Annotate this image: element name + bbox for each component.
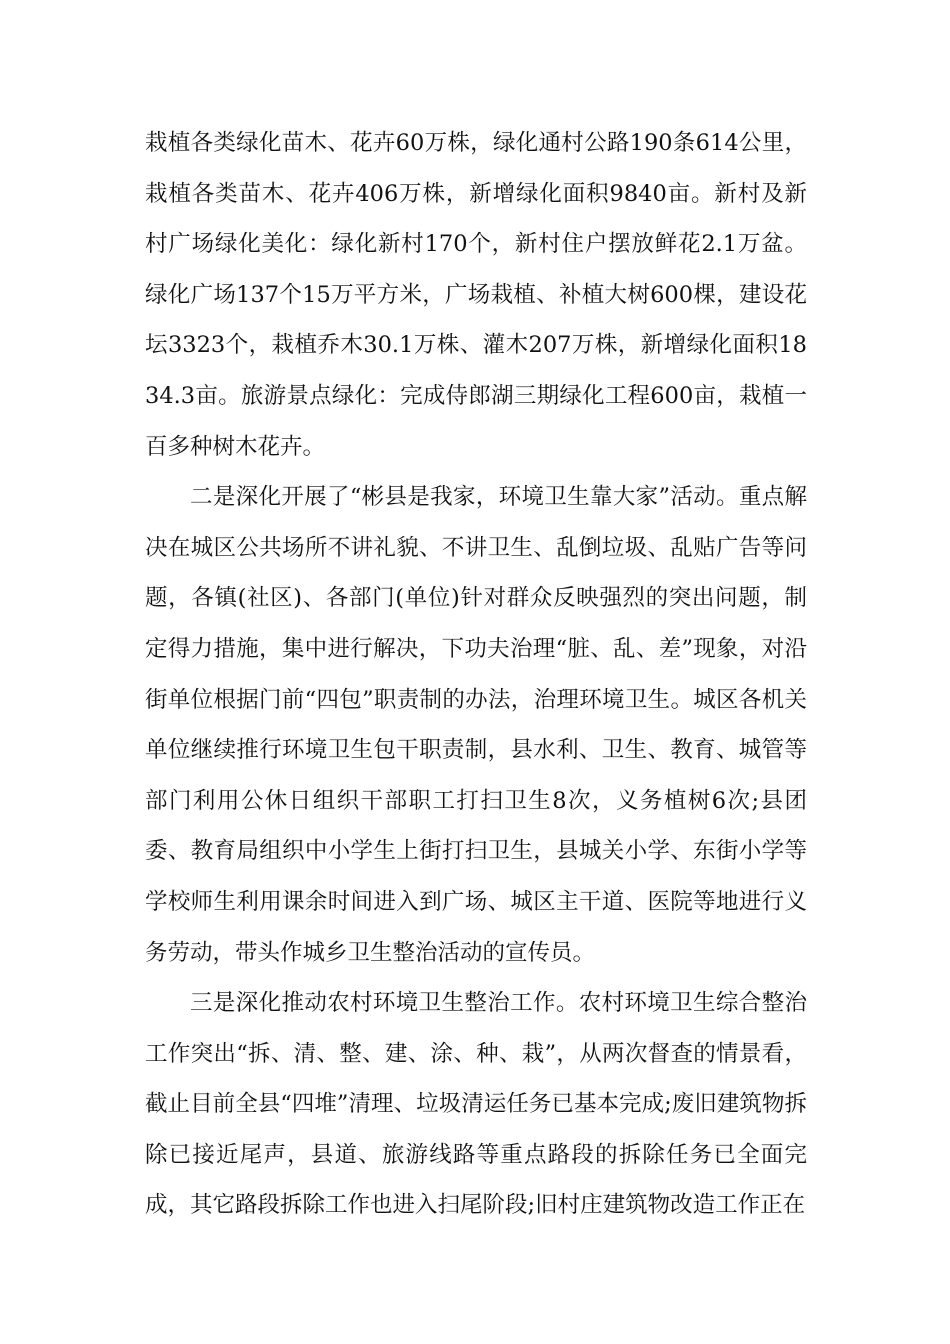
document-body [145,118,807,1231]
paragraph-rural-environment: 三是深化推动农村环境卫生整治工作。农村环境卫生综合整治工作突出“拆、清、整、建、涂、种、栽”，从两次督查的情景看，截止目前全县“四堆”清理、垃圾清运任务已基本完成;废旧建筑物拆除已接近尾声，县道、旅游线路等重点路段的拆除任务已全面完成，其它路段拆除工作也进入扫尾阶段;旧村庄建筑物改造工作正在 [145,990,807,1219]
paragraph-sanitation-campaign: 二是深化开展了“彬县是我家，环境卫生靠大家”活动。重点解决在城区公共场所不讲礼貌、不讲卫生、乱倒垃圾、乱贴广告等问题，各镇(社区)、各部门(单位)针对群众反映强烈的突出问题，制定得力措施，集中进行解决，下功夫治理“脏、乱、差”现象，对沿街单位根据门前“四包”职责制的办法，治理环境卫生。城区各机关单位继续推行环境卫生包干职责制，县水利、卫生、教育、城管等部门利用公休日组织干部职工打扫卫生8次，义务植树6次;县团委、教育局组织中小学生上街打扫卫生，县城关小学、东街小学等学校师生利用课余时间进入到广场、城区主干道、医院等地进行义务劳动，带头作城乡卫生整治活动的宣传员。 [145,484,807,966]
paragraph-greening-summary: 栽植各类绿化苗木、花卉60万株，绿化通村公路190条614公里，栽植各类苗木、花卉406万株，新增绿化面积9840亩。新村及新村广场绿化美化：绿化新村170个，新村住户摆放鲜花2.1万盆。绿化广场137个15万平方米，广场栽植、补植大树600棵，建设花坛3323个，栽植乔木30.1万株、灌木207万株，新增绿化面积1834.3亩。旅游景点绿化：完成侍郎湖三期绿化工程600亩，栽植一百多种树木花卉。 [145,130,807,460]
